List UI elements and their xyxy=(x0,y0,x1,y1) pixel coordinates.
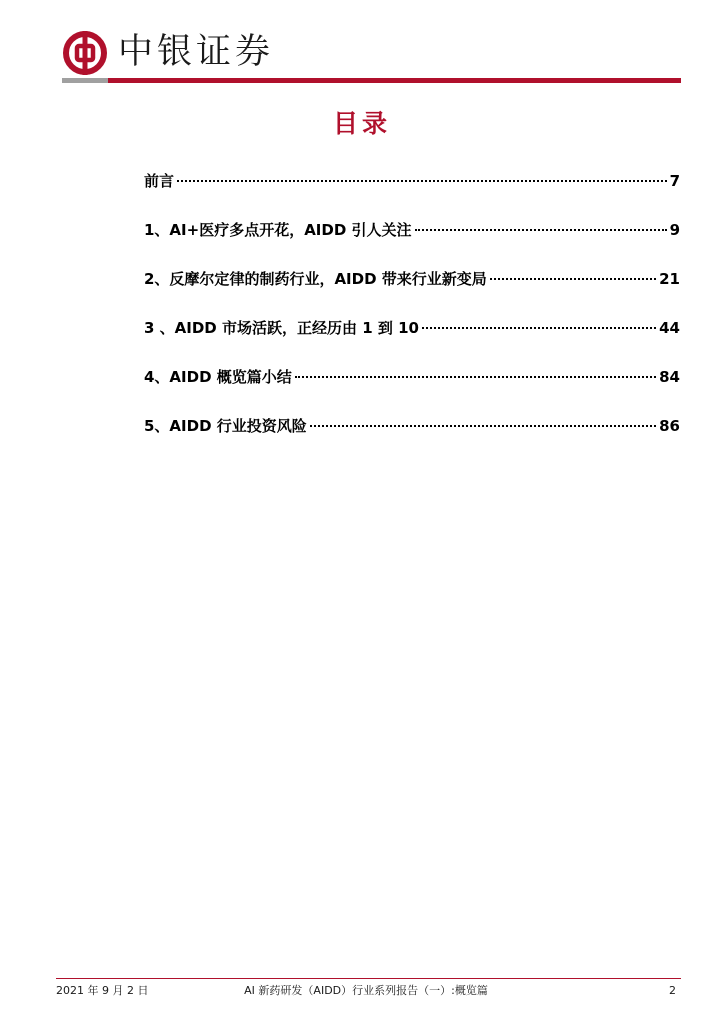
table-of-contents xyxy=(144,168,680,462)
toc-entry-section-1[interactable] xyxy=(144,217,680,243)
footer-divider xyxy=(56,978,681,979)
toc-entry-page: 84 xyxy=(659,368,680,386)
toc-entry-page: 21 xyxy=(659,270,680,288)
toc-leader-dots xyxy=(295,376,656,378)
footer-report-title: AI 新药研发（AIDD）行业系列报告（一）:概览篇 xyxy=(244,984,488,997)
toc-entry-preface[interactable] xyxy=(144,168,680,194)
toc-title: 目录 xyxy=(332,109,391,138)
footer-date: 2021 年 9 月 2 日 xyxy=(56,984,149,997)
toc-entry-label: 4、AIDD 概览篇小结 xyxy=(144,368,292,386)
toc-entry-label: 2、反摩尔定律的制药行业，AIDD 带来行业新变局 xyxy=(144,270,487,288)
toc-leader-dots xyxy=(177,180,667,182)
bank-logo xyxy=(62,30,108,76)
toc-leader-dots xyxy=(490,278,656,280)
toc-entry-section-4[interactable] xyxy=(144,364,680,390)
toc-entry-label: 前言 xyxy=(144,172,175,190)
toc-leader-dots xyxy=(422,327,656,329)
toc-entry-page: 9 xyxy=(669,221,680,239)
toc-leader-dots xyxy=(310,425,656,427)
header-divider-red xyxy=(108,78,681,83)
toc-entry-label: 5、AIDD 行业投资风险 xyxy=(144,417,307,435)
toc-entry-section-2[interactable] xyxy=(144,266,680,292)
toc-entry-label: 3 、AIDD 市场活跃，正经历由 1 到 10 xyxy=(144,319,419,337)
toc-entry-section-3[interactable] xyxy=(144,315,680,341)
toc-entry-page: 7 xyxy=(669,172,680,190)
brand-name: 中银证券 xyxy=(118,32,275,72)
toc-entry-page: 86 xyxy=(659,417,680,435)
toc-entry-page: 44 xyxy=(659,319,680,337)
toc-entry-label: 1、AI+医疗多点开花，AIDD 引人关注 xyxy=(144,221,412,239)
footer-page-number: 2 xyxy=(669,984,676,997)
header-divider-gray xyxy=(62,78,108,83)
toc-leader-dots xyxy=(415,229,667,231)
toc-entry-section-5[interactable] xyxy=(144,413,680,439)
